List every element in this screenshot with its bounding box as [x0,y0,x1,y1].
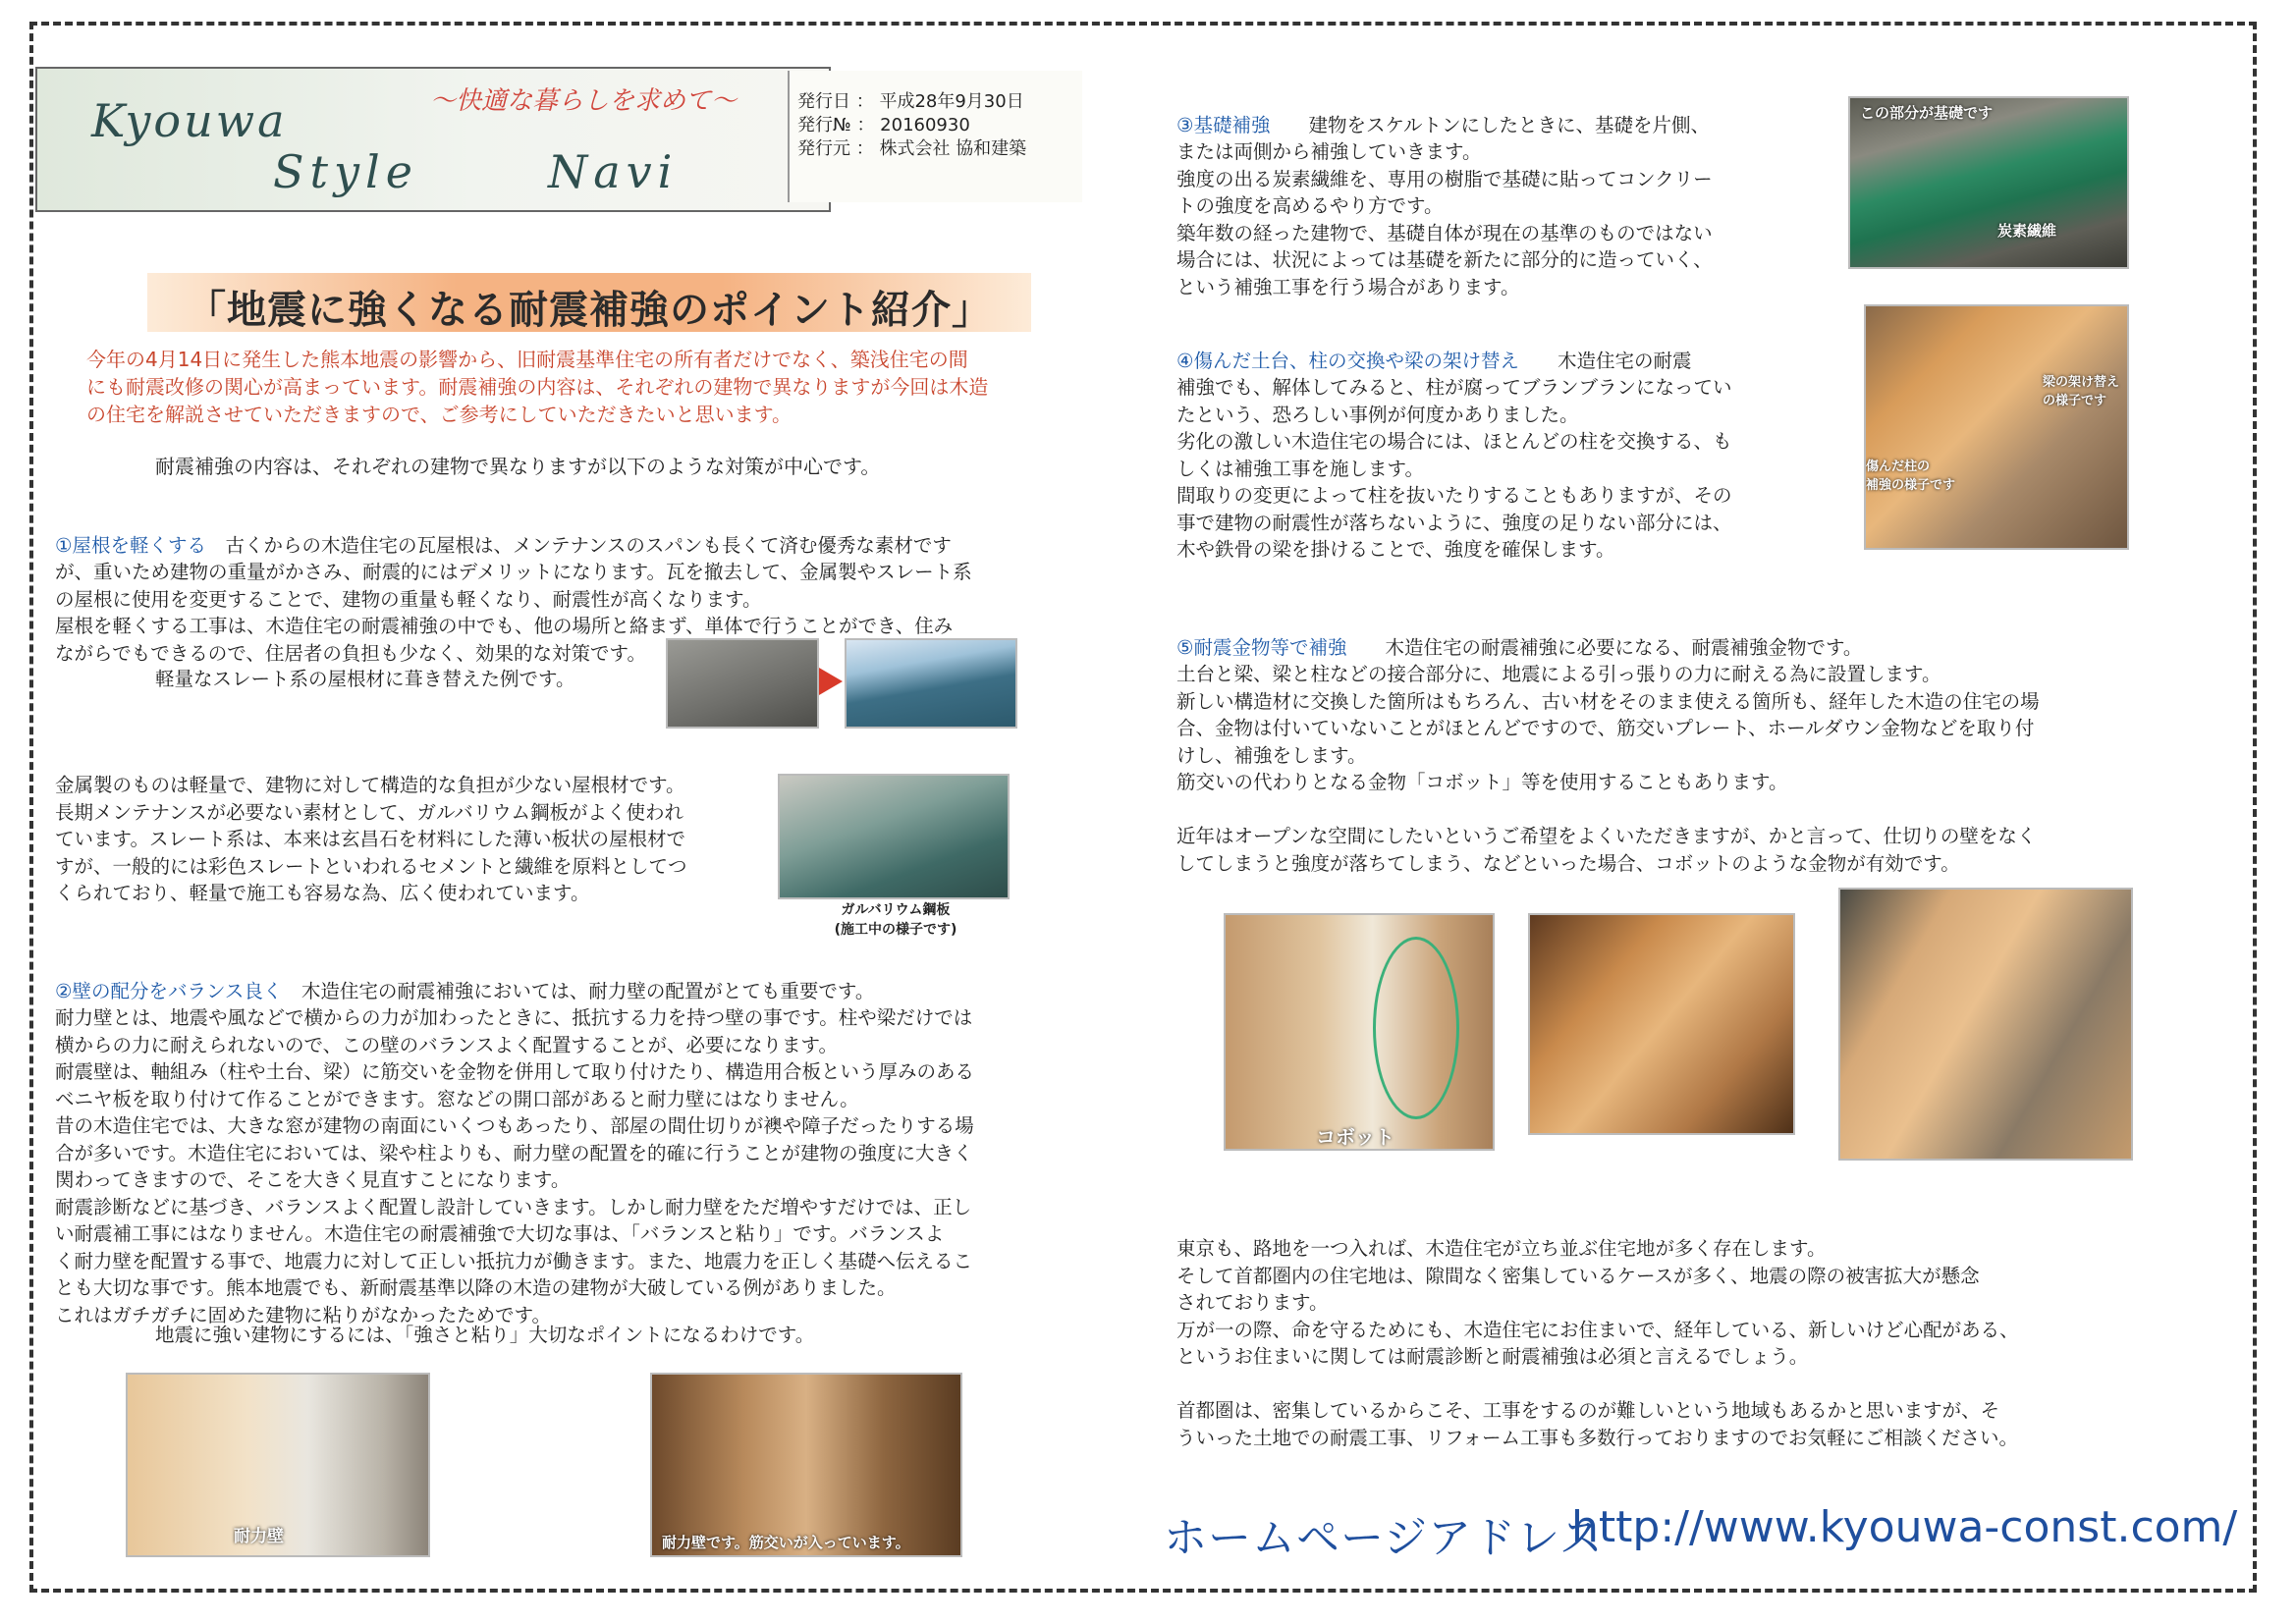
section4-heading: ④傷んだ土台、柱の交換や梁の架け替え [1176,349,1519,372]
brand-word-kyouwa: Kyouwa [91,94,288,147]
masthead-tagline: ～快適な暮らしを求めて～ [430,86,738,116]
section2-block [55,950,1096,1328]
galvalume-roof-photo [778,774,1010,899]
galvalume-caption-line1: ガルバリウム鋼板 [841,902,951,918]
title-band [147,273,1031,332]
brace-plate-photo [1838,888,2133,1161]
publisher: 発行元 ： 株式会社 協和建築 [797,138,1027,159]
bearing-wall-room-photo [126,1373,430,1557]
kobot-label: コボット [1316,1125,1394,1149]
page-title: 「地震に強くなる耐震補強のポイント紹介」 [187,288,992,333]
post-reinforcement-label: 傷んだ柱の 補強の様子です [1866,460,1956,493]
highlight-circle [1373,937,1459,1119]
galvalume-caption-line2: (施工中の様子です) [834,922,957,938]
section3-block [1176,84,1805,300]
beam-replacement-label: 梁の架け替え の様子です [2043,375,2120,408]
brand-word-navi: Navi [548,145,679,198]
homepage-url[interactable]: http://www.kyouwa-const.com/ [1571,1502,2238,1552]
kobot-room-photo [1224,913,1495,1151]
section3-text: 建物をスケルトンにしたときに、基礎を片側、 または両側から補強していきます。 強度の出る炭素繊維を、専用の樹脂で基礎に貼ってコンクリー トの強度を高めるやり方です。 築年数の経った建物で、基礎自体が現在の基準のものではない 場合には、状況によっては基礎を新たに部分的に造っていく、 という補強工事を行う場合があります。 [1176,113,1713,298]
bearing-wall-bracing-photo [650,1373,962,1557]
old-roof-photo [666,638,819,729]
new-slate-roof-photo [845,638,1017,729]
section1-text: 古くからの木造住宅の瓦屋根は、メンテナンスのスパンも長くて済む優秀な素材です が、重いため建物の重量がかさみ、耐震的にはデメリットになります。瓦を撤去して、金属製やスレート系 の屋根に使用を変更することで、建物の重量も軽くなり、耐震性が高くなります。 屋根を軽くする工事は、木造住宅の耐震補強の中でも、他の場所と絡まず、単体で行うことができ、住み ながらでもできるので、住居者の負担も少なく、効果的な対策です。 [55,533,972,665]
joint-hardware-photo [1528,913,1795,1135]
section4-block [1176,320,1825,564]
section4-text: 木造住宅の耐震 補強でも、解体してみると、柱が腐ってブランブランになってい たという、恐ろしい事例が何度かありました。 劣化の激しい木造住宅の場合には、ほとんどの柱を交換する、も しくは補強工事を施します。 間取りの変更によって柱を抜いたりすることもありますが、その 事で建物の耐震性が落ちないように、強度の足りない部分には、 木や鉄骨の梁を掛けることで、強度を確保します。 [1176,349,1732,561]
section3-heading: ③基礎補強 [1176,113,1271,136]
issue-info [788,71,1082,202]
brand-word-style: Style [273,145,418,198]
issue-date: 発行日 ： 平成28年9月30日 [797,91,1024,112]
bearing-wall-label: 耐力壁 [234,1527,284,1546]
foundation-label: この部分が基礎です [1860,104,1994,122]
section2-conclusion: 地震に強い建物にするには、「強さと粘り」大切なポイントになるわけです。 [155,1324,815,1346]
masthead [35,67,831,212]
section5-heading: ⑤耐震金物等で補強 [1176,635,1347,659]
section1-heading: ①屋根を軽くする [55,533,206,557]
beam-replacement-photo [1864,304,2129,550]
closing-text: 東京も、路地を一つ入れば、木造住宅が立ち並ぶ住宅地が多く存在します。 そして首都圏内の住宅地は、隙間なく密集しているケースが多く、地震の際の被害拡大が懸念 されております。 万が一の際、命を守るためにも、木造住宅にお住まいで、経年している、新しいけど心配がある、 というお住まいに関しては耐震診断と耐震補強は必須と言えるでしょう。 首都圏は、密集しているからこそ、工事をするのが難しいという地域もあるかと思いますが、そ ういった土地での耐震工事、リフォーム工事も多数行っておりますのでお気軽にご相談ください。 [1176,1237,2019,1449]
section2-heading: ②壁の配分をバランス良く [55,979,283,1002]
carbon-fiber-label: 炭素繊維 [1997,222,2057,240]
bracing-label: 耐力壁です。筋交いが入っています。 [662,1534,910,1551]
roof-photo-caption: 軽量なスレート系の屋根材に葺き替えた例です。 [155,668,575,690]
section5-text: 木造住宅の耐震補強に必要になる、耐震補強金物です。 土台と梁、梁と柱などの接合部分に、地震による引っ張りの力に耐える為に設置します。 新しい構造材に交換した箇所はもちろん、古い材をそのまま使える箇所も、経年した木造の住宅の場 合、金物は付いていないことがほとんどですので、筋交いプレート、ホールダウン金物などを取り付 けし、補強をします。 筋交いの代わりとなる金物「コボット」等を使用することもあります。 近年はオープンな空間にしたいというご希望をよくいただきますが、かと言って、仕切りの壁をなく してしまうと強度が落ちてしまう、などといった場合、コボットのような金物が有効です。 [1176,635,2040,875]
homepage-label: ホームページアドレス [1164,1513,1604,1563]
section2-text: 木造住宅の耐震補強においては、耐力壁の配置がとても重要です。 耐力壁とは、地震や風などで横からの力が加わったときに、抵抗する力を持つ壁の事です。柱や梁だけでは 横からの力に耐えられないので、この壁のバランスよく配置することが、必要になります。 耐震壁は、軸組み（柱や土台、梁）に筋交いを金物を併用して取り付けたり、構造用合板という厚みのある ベニヤ板を取り付けて作ることができます。窓などの開口部があると耐力壁にはなりません。 昔の木造住宅では、大きな窓が建物の南面にいくつもあったり、部屋の間仕切りが襖や障子だったりする場 合が多いです。木造住宅においては、梁や柱よりも、耐力壁の配置を的確に行うことが建物の強度に大きく 関わってきますので、そこを大きく見直すことになります。 耐震診断などに基づき、バランスよく配置し設計していきます。しかし耐力壁をただ増やすだけでは、正し い耐震補工事にはなりません。木造住宅の耐震補強で大切な事は、「バランスと粘り」です。バランスよ く耐力壁を配置する事で、地震力に対して正しい抵抗力が働きます。また、地震力を正しく基礎へ伝えるこ とも大切な事です。熊本地震でも、新耐震基準以降の木造の建物が大破している例がありました。 これはガチガチに固めた建物に粘りがなかったためです。 [55,979,975,1326]
intro-text: 今年の4月14日に発生した熊本地震の影響から、旧耐震基準住宅の所有者だけでなく、築浅住宅の間 にも耐震改修の関心が高まっています。耐震補強の内容は、それぞれの建物で異なりますが今回は木造 の住宅を解説させていただきますので、ご参考にしていただきたいと思います。 [86,348,989,426]
section1-text2: 金属製のものは軽量で、建物に対して構造的な負担が少ない屋根材です。 長期メンテナンスが必要ない素材として、ガルバリウム鋼板がよく使われ ています。スレート系は、本来は玄昌石を材料にした薄い板状の屋根材で すが、一般的には彩色スレートといわれるセメントと繊維を原料としてつ くられており、軽量で施工も容易な為、広く使われています。 [55,774,687,904]
arrow-right-icon [819,668,843,695]
lead-text: 耐震補強の内容は、それぞれの建物で異なりますが以下のような対策が中心です。 [155,455,881,478]
foundation-photo [1848,96,2129,269]
section5-block [1176,607,2159,877]
issue-number: 発行№ ： 20160930 [797,115,970,135]
galvalume-caption [827,899,964,939]
